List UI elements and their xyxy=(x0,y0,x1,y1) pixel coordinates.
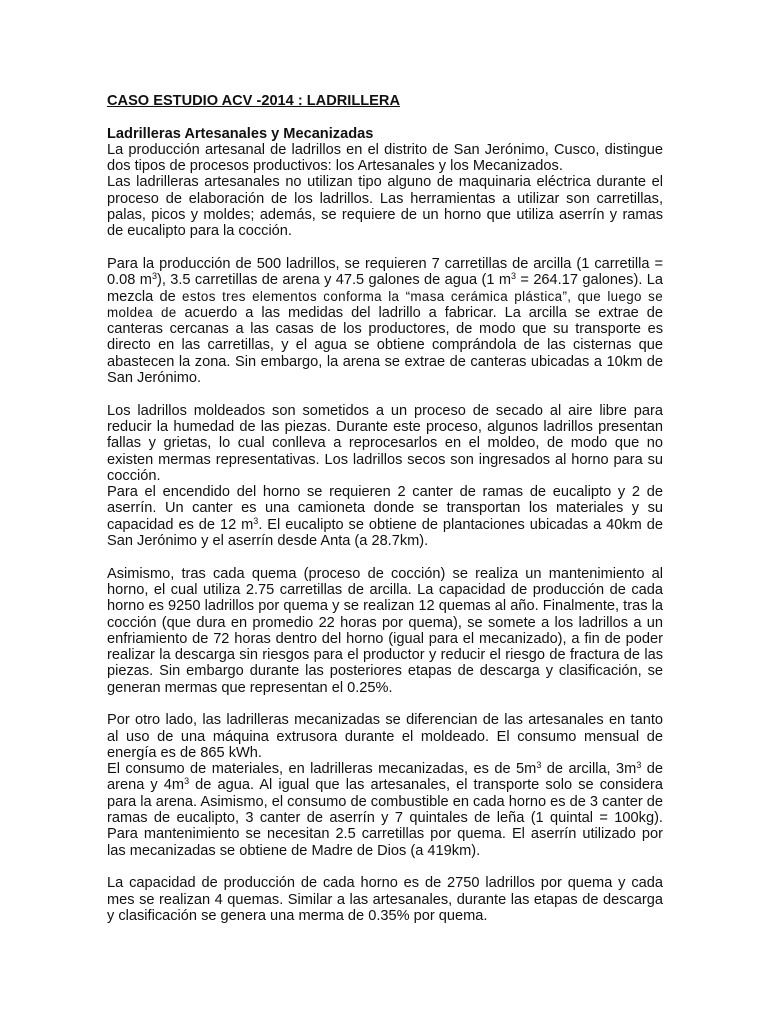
text-run: de arcilla, 3m xyxy=(541,761,637,778)
superscript: 3 xyxy=(151,271,157,282)
paragraph-production-materials xyxy=(107,256,663,386)
paragraph-gap xyxy=(107,859,663,875)
paragraph-artisanal-tools: Las ladrilleras artesanales no utilizan tipo alguno de maquinaria eléctrica durante el proceso de elaboración de los ladrillos. Las herramientas a utilizar son carretillas, palas, picos y moldes; además, se requiere de un horno que utiliza aserrín y ramas de eucalipto para la cocción. xyxy=(107,174,663,240)
text-run: El consumo de materiales, en ladrilleras mecanizadas, es de 5m xyxy=(107,761,537,778)
superscript: 3 xyxy=(184,776,190,787)
paragraph-gap xyxy=(107,386,663,402)
document-title: CASO ESTUDIO ACV -2014 : LADRILLERA xyxy=(107,93,400,109)
text-run: de arena y 4m xyxy=(107,761,664,794)
text-run: . El eucalipto se obtiene de plantaciones ubicadas a 40km de San Jerónimo y el aserrín desde Anta (a 28.7km). xyxy=(107,516,663,550)
paragraph-maintenance-capacity: Asimismo, tras cada quema (proceso de cocción) se realiza un mantenimiento al horno, el cual utiliza 2.75 carretillas de arcilla. La capacidad de producción de cada horno es 9250 ladrillos por quema y se realizan 12 quemas al año. Finalmente, tras la cocción (que dura en promedio 22 horas por quema), se somete a los ladrillos a un enfriamiento de 72 horas dentro del horno (igual para el mecanizado), a fin de poder realizar la descarga sin riesgos para el productor y reducir el riesgo de fractura de las piezas. Sin embargo durante las posteriores etapas de descarga y clasificación, se generan mermas que representan el 0.25%. xyxy=(107,565,663,696)
section-heading: Ladrilleras Artesanales y Mecanizadas xyxy=(107,125,374,142)
superscript: 3 xyxy=(511,271,517,282)
paragraph-gap xyxy=(107,240,663,256)
paragraph-gap xyxy=(107,549,663,565)
text-run: ), 3.5 carretillas de arena y 47.5 galones de agua (1 m xyxy=(156,272,512,289)
superscript: 3 xyxy=(636,760,642,771)
paragraph-kiln-ignition xyxy=(107,484,663,549)
text-run: Para el encendido del horno se requieren 2 canter de ramas de eucalipto y 2 de aserrín. Un canter es una camioneta donde se transportan los materiales y su capacidad es de 12 m xyxy=(107,484,663,533)
text-run: de agua. Al igual que las artesanales, el transporte solo se considera para la arena. Asimismo, el consumo de combustible en cada horno es de 3 canter de ramas de eucalipto, 3 canter de aserrín y 7 quintales de leña (1 quintal = 100kg). Para mantenimiento se necesitan 2.5 carretillas por quema. El aserrín utilizado por las mecanizadas se obtiene de Madre de Dios (a 419km). xyxy=(107,777,663,859)
paragraph-mechanized-capacity: La capacidad de producción de cada horno es de 2750 ladrillos por quema y cada mes se realizan 4 quemas. Similar a las artesanales, durante las etapas de descarga y clasificación se genera una merma de 0.35% por quema. xyxy=(107,875,663,924)
document-page xyxy=(107,93,663,924)
superscript: 3 xyxy=(536,760,542,771)
text-run: Para la producción de 500 ladrillos, se requieren 7 carretillas de arcilla (1 carretilla = 0.08 m xyxy=(107,255,663,289)
text-run-spaced: estos tres elementos conforma la “masa cerámica plástica”, que luego se moldea de xyxy=(107,288,663,320)
paragraph-intro: La producción artesanal de ladrillos en el distrito de San Jerónimo, Cusco, distingue dos tipos de procesos productivos: los Artesanales y los Mecanizados. xyxy=(107,141,663,175)
paragraph-mechanized-intro: Por otro lado, las ladrilleras mecanizadas se diferencian de las artesanales en tanto al uso de una máquina extrusora durante el moldeado. El consumo mensual de energía es de 865 kWh. xyxy=(107,712,663,761)
text-run: = 264.17 galones). La mezcla de xyxy=(107,272,663,305)
paragraph-gap xyxy=(107,696,663,712)
paragraph-mechanized-materials xyxy=(107,761,663,859)
text-run: acuerdo a las medidas del ladrillo a fabricar. La arcilla se extrae de canteras cercanas a las casas de los productores, de modo que su transporte es directo en las carretillas, y el agua se obtiene comprándola de las cisternas que abastecen la zona. Sin embargo, la arena se extrae de canteras ubicadas a 10km de San Jerónimo. xyxy=(107,304,663,387)
superscript: 3 xyxy=(253,515,259,526)
paragraph-drying: Los ladrillos moldeados son sometidos a un proceso de secado al aire libre para reducir la humedad de las piezas. Durante este proceso, algunos ladrillos presentan fallas y grietas, lo cual conlleva a reprocesarlos en el moldeo, de modo que no existen mermas representativas. Los ladrillos secos son ingresados al horno para su cocción. xyxy=(107,402,663,484)
